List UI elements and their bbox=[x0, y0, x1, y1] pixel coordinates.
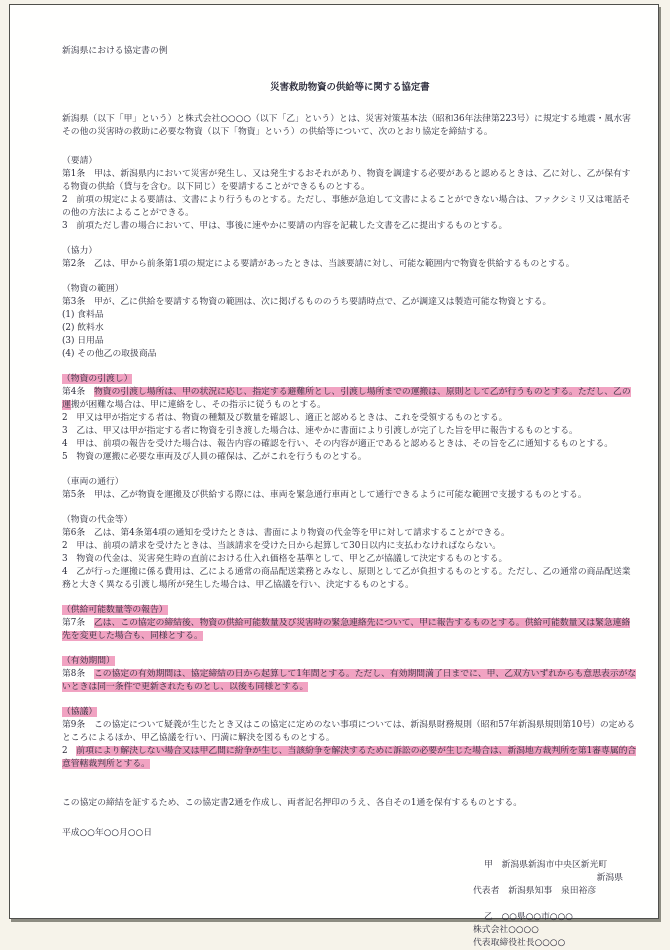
article-section bbox=[62, 283, 638, 361]
signature-line: 新潟県 bbox=[596, 873, 623, 883]
text-segment: (4) その他乙の取扱商品 bbox=[62, 349, 157, 359]
article-paragraph bbox=[62, 489, 638, 502]
text-segment: (3) 日用品 bbox=[62, 336, 104, 346]
text-segment: 搬が困難な場合は、甲に連絡をし、その指示に従うものとする。 bbox=[70, 400, 326, 410]
signature-block-kou bbox=[473, 859, 623, 898]
signature-block-otsu bbox=[473, 911, 623, 950]
text-segment: 4 甲は、前項の報告を受けた場合は、報告内容の確認を行い、その内容が適正であると認めるときは、その旨を乙に通知するものとする。 bbox=[62, 439, 614, 449]
document-note: 新潟県における協定書の例 bbox=[62, 46, 168, 56]
article-heading bbox=[62, 514, 638, 527]
article-section bbox=[62, 706, 638, 771]
signature-line: 乙 ○○県○○市○○○ bbox=[484, 912, 573, 922]
article-paragraph bbox=[62, 540, 638, 553]
article-section bbox=[62, 655, 638, 694]
document-page bbox=[9, 4, 659, 948]
text-segment: 第9条 この協定について疑義が生じたとき又はこの協定に定めのない事項については、新潟県財務規則（昭和57年新潟県規則第10号）の定めるところによるほか、甲乙協議を行い、円満に解決を図るものとする。 bbox=[62, 720, 636, 743]
article-heading bbox=[62, 283, 638, 296]
highlighted-text: （物資の引渡し） bbox=[62, 374, 133, 384]
article-paragraph bbox=[62, 258, 638, 271]
article-paragraph bbox=[62, 168, 638, 194]
highlighted-text: （有効期間） bbox=[62, 656, 115, 666]
article-heading bbox=[62, 706, 638, 719]
highlighted-text: 乙は、この協定の締結後、物資の供給可能数量及び災害時の緊急連絡先について、甲に報告するものとする。供給可能数量又は緊急連絡先を変更した場合も、同様とする。 bbox=[62, 618, 631, 641]
document-title: 災害救助物資の供給等に関する協定書 bbox=[270, 82, 430, 93]
text-segment: 3 物資の代金は、災害発生時の直前における仕入れ価格を基準として、甲と乙が協議して決定するものとする。 bbox=[62, 554, 508, 564]
article-paragraph bbox=[62, 335, 638, 348]
article-paragraph bbox=[62, 194, 638, 220]
article-paragraph bbox=[62, 348, 638, 361]
highlighted-text: 物資の引渡し場所は、甲の状況に応じ、指定する避難所とし、引渡し場所までの運搬は、原則として乙が行うものとする。ただし、乙の運 bbox=[62, 387, 631, 410]
text-segment: （要請） bbox=[62, 156, 98, 166]
sections bbox=[62, 155, 638, 771]
article-heading bbox=[62, 604, 638, 617]
article-section bbox=[62, 373, 638, 464]
article-paragraph bbox=[62, 296, 638, 309]
text-segment: （車両の通行） bbox=[62, 477, 124, 487]
text-segment: 2 甲は、前項の請求を受けたときは、当該請求を受けた日から起算して30日以内に支払わなければならない。 bbox=[62, 541, 502, 551]
article-heading bbox=[62, 655, 638, 668]
text-segment: 第8条 bbox=[62, 669, 94, 679]
text-segment: 第4条 bbox=[62, 387, 94, 397]
text-segment: 第3条 甲が、乙に供給を要請する物資の範囲は、次に掲げるもののうち要請時点で、乙が調達又は製造可能な物資とする。 bbox=[62, 297, 552, 307]
article-section bbox=[62, 604, 638, 643]
text-segment: 2 甲又は甲が指定する者は、物資の種類及び数量を確認し、適正と認めるときは、これを受領するものとする。 bbox=[62, 413, 508, 423]
article-heading bbox=[62, 155, 638, 168]
text-segment: 4 乙が行った運搬に係る費用は、乙による通常の商品配送業務とみなし、原則として乙が負担するものとする。ただし、乙の通常の商品配送業務と大きく異なる引渡し場所が発生した場合は、甲乙協議を行い、決定するものとする。 bbox=[62, 567, 631, 590]
article-paragraph bbox=[62, 322, 638, 335]
intro-paragraph: 新潟県（以下「甲」という）と株式会社○○○○（以下「乙」という）とは、災害対策基本法（昭和36年法律第223号）に規定する地震・風水害その他の災害時の救助に必要な物資（以下「物資」という）の供給等について、次のとおり協定を締結する。 bbox=[62, 114, 631, 137]
text-segment: 3 乙は、甲又は甲が指定する者に物資を引き渡した場合は、速やかに書面により引渡しが完了した旨を甲に報告するものとする。 bbox=[62, 426, 578, 436]
text-segment: (1) 食料品 bbox=[62, 310, 104, 320]
article-paragraph bbox=[62, 309, 638, 322]
highlighted-text: （協議） bbox=[62, 707, 98, 717]
text-segment: 第5条 甲は、乙が物資を運搬及び供給する際には、車両を緊急通行車両として通行できるように可能な範囲で支援するものとする。 bbox=[62, 490, 587, 500]
article-section bbox=[62, 514, 638, 592]
signature-line: 甲 新潟県新潟市中央区新光町 bbox=[484, 860, 608, 870]
text-segment: 2 bbox=[62, 746, 77, 756]
text-segment: (2) 飲料水 bbox=[62, 323, 104, 333]
date-line: 平成○○年○○月○○日 bbox=[62, 828, 153, 838]
text-segment: 5 物資の運搬に必要な車両及び人員の確保は、乙がこれを行うものとする。 bbox=[62, 452, 367, 462]
article-paragraph bbox=[62, 553, 638, 566]
article-paragraph bbox=[62, 527, 638, 540]
text-segment: 第7条 bbox=[62, 618, 94, 628]
highlighted-text: 前項により解決しない場合又は甲乙間に紛争が生じ、当該紛争を解決するために訴訟の必要が生じた場合は、新潟地方裁判所を第1審専属的合意管轄裁判所とする。 bbox=[62, 746, 637, 769]
article-section bbox=[62, 155, 638, 233]
article-heading bbox=[62, 476, 638, 489]
text-segment: 第2条 乙は、甲から前条第1項の規定による要請があったときは、当該要請に対し、可能な範囲内で物資を供給するものとする。 bbox=[62, 259, 575, 269]
article-section bbox=[62, 476, 638, 502]
signature-line: 株式会社○○○○ bbox=[473, 925, 539, 935]
text-segment: 2 前項の規定による要請は、文書により行うものとする。ただし、事態が急迫して文書によることができない場合は、ファクシミリ又は電話その他の方法によることができる。 bbox=[62, 195, 631, 218]
text-segment: 第6条 乙は、第4条第4項の通知を受けたときは、書面により物資の代金等を甲に対して請求することができる。 bbox=[62, 528, 510, 538]
article-paragraph bbox=[62, 425, 638, 438]
article-paragraph bbox=[62, 438, 638, 451]
text-segment: （協力） bbox=[62, 246, 98, 256]
text-segment: （物資の代金等） bbox=[62, 515, 133, 525]
article-paragraph bbox=[62, 451, 638, 464]
highlighted-text: （供給可能数量等の報告） bbox=[62, 605, 168, 615]
article-paragraph bbox=[62, 719, 638, 745]
article-paragraph bbox=[62, 386, 638, 412]
article-paragraph bbox=[62, 668, 638, 694]
signature-line: 代表者 新潟県知事 泉田裕彦 bbox=[473, 886, 597, 896]
article-heading bbox=[62, 245, 638, 258]
article-paragraph bbox=[62, 617, 638, 643]
closing-paragraph: この協定の締結を証するため、この協定書2通を作成し、両者記名押印のうえ、各自その1通を保有するものとする。 bbox=[62, 798, 523, 808]
highlighted-text: この協定の有効期間は、協定締結の日から起算して1年間とする。ただし、有効期間満了日までに、甲、乙双方いずれからも意思表示がないときは同一条件で更新されたものとし、以後も同様とする。 bbox=[62, 669, 637, 692]
article-paragraph bbox=[62, 745, 638, 771]
document-content bbox=[10, 5, 658, 950]
text-segment: （物資の範囲） bbox=[62, 284, 124, 294]
text-segment: 第1条 甲は、新潟県内において災害が発生し、又は発生するおそれがあり、物資を調達する必要があると認めるときは、乙に対し、乙が保有する物資の供給（貸与を含む。以下同じ）を要請することができるものとする。 bbox=[62, 169, 631, 192]
signature-line: 代表取締役社長○○○○ bbox=[473, 938, 566, 948]
article-section bbox=[62, 245, 638, 271]
article-paragraph bbox=[62, 220, 638, 233]
text-segment: 3 前項ただし書の場合において、甲は、事後に速やかに要請の内容を記載した文書を乙に提出するものとする。 bbox=[62, 221, 508, 231]
article-paragraph bbox=[62, 566, 638, 592]
article-paragraph bbox=[62, 412, 638, 425]
article-heading bbox=[62, 373, 638, 386]
